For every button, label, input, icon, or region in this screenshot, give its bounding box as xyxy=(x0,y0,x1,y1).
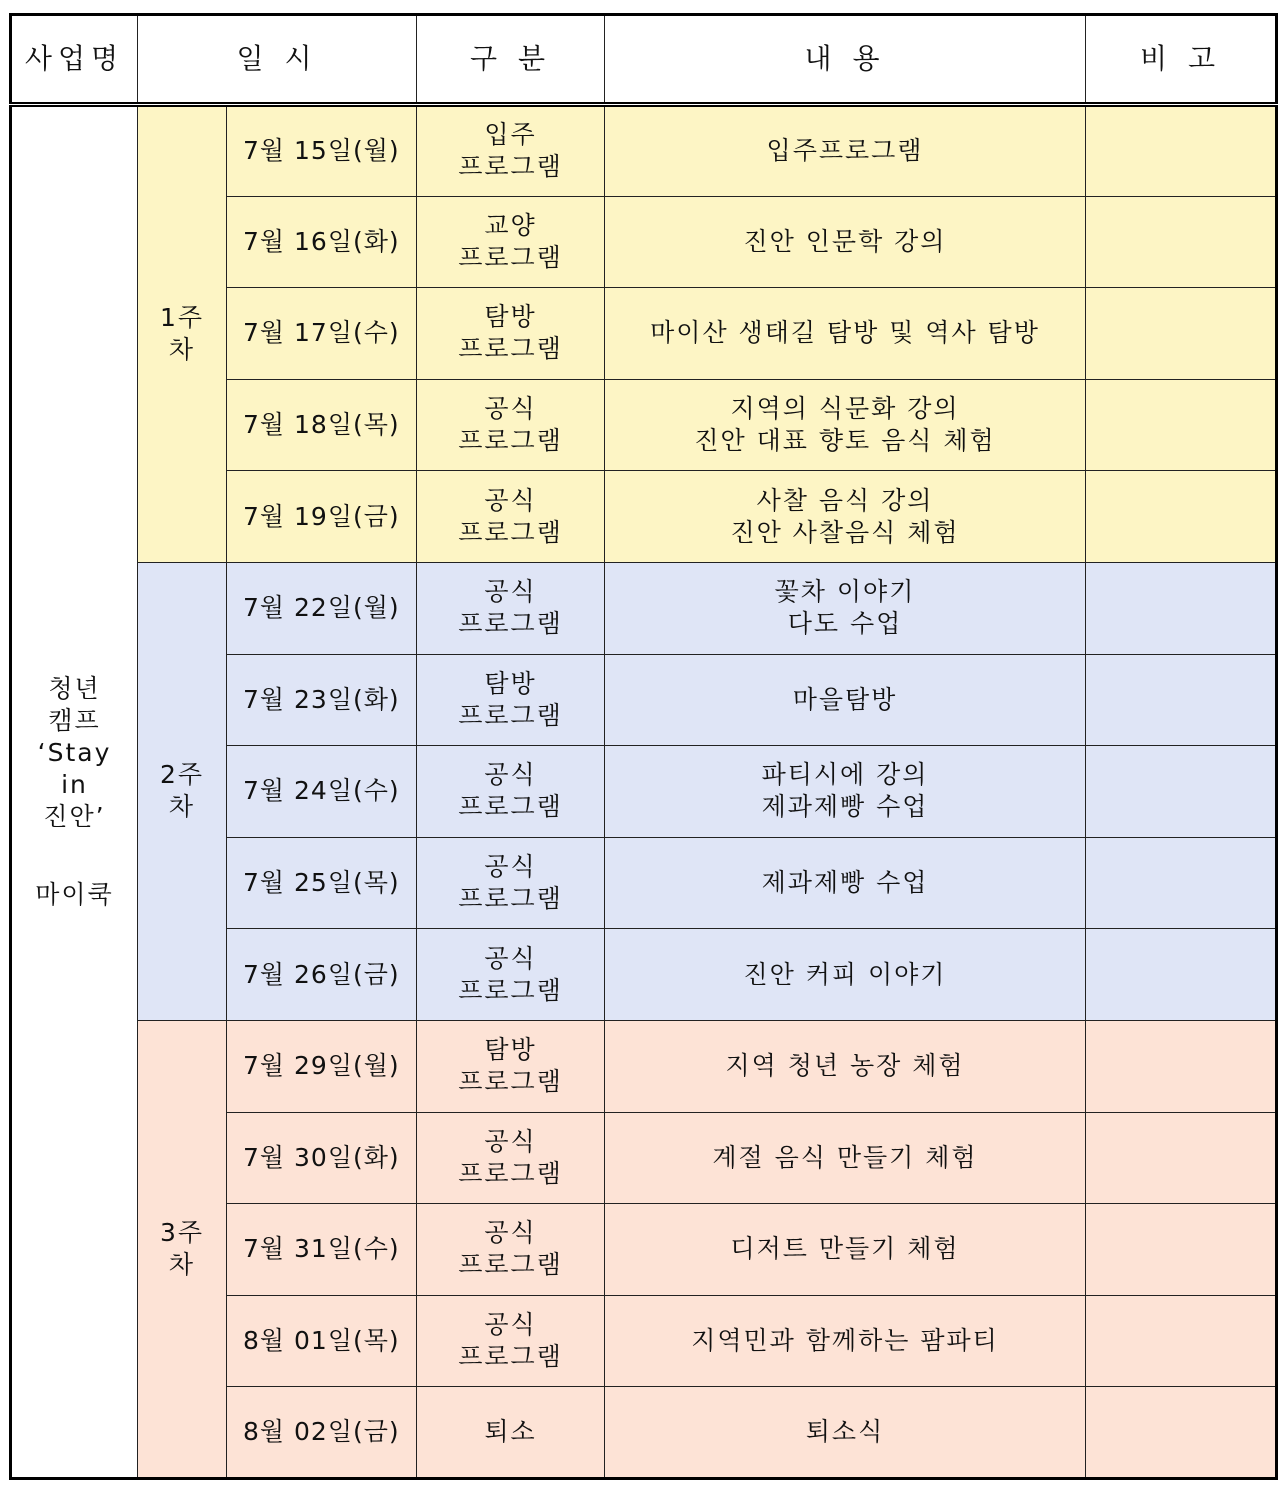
category-line: 공식 xyxy=(484,760,537,790)
content-cell xyxy=(605,562,1086,654)
content-line: 지역의 식문화 강의 xyxy=(730,394,960,424)
category-line: 공식 xyxy=(484,394,537,424)
remarks-cell xyxy=(1086,746,1277,838)
week-label-cell xyxy=(138,562,227,1020)
date-cell: 7월 26일(금) xyxy=(227,929,417,1021)
category-cell xyxy=(417,471,605,563)
project-name-line: ‘Stay xyxy=(37,737,112,767)
week-label-line: 차 xyxy=(168,792,196,822)
content-line: 퇴소식 xyxy=(805,1417,885,1447)
content-cell xyxy=(605,1112,1086,1204)
content-cell xyxy=(605,105,1086,197)
content-cell xyxy=(605,654,1086,746)
content-line: 계절 음식 만들기 체험 xyxy=(712,1142,978,1172)
category-cell xyxy=(417,196,605,288)
date-cell: 7월 15일(월) xyxy=(227,105,417,197)
category-cell xyxy=(417,654,605,746)
week-label-line: 1주 xyxy=(159,303,205,333)
content-cell xyxy=(605,196,1086,288)
category-cell xyxy=(417,746,605,838)
remarks-cell xyxy=(1086,105,1277,197)
content-line: 입주프로그램 xyxy=(766,136,924,166)
content-line: 진안 사찰음식 체험 xyxy=(730,517,960,547)
header-content: 내 용 xyxy=(605,15,1086,105)
date-cell: 7월 25일(목) xyxy=(227,837,417,929)
content-line: 마을탐방 xyxy=(792,684,898,714)
project-name-line: 마이쿡 xyxy=(35,879,114,909)
schedule-body xyxy=(11,105,1277,1479)
category-line: 프로그램 xyxy=(458,242,563,272)
category-line: 탐방 xyxy=(484,1035,537,1065)
category-cell xyxy=(417,1295,605,1387)
remarks-cell xyxy=(1086,1020,1277,1112)
project-name-line: 진안’ xyxy=(43,801,106,831)
category-line: 탐방 xyxy=(484,668,537,698)
category-cell xyxy=(417,379,605,471)
category-line: 프로그램 xyxy=(458,884,563,914)
content-line: 디저트 만들기 체험 xyxy=(730,1234,960,1264)
remarks-cell xyxy=(1086,379,1277,471)
remarks-cell xyxy=(1086,196,1277,288)
remarks-cell xyxy=(1086,1295,1277,1387)
category-line: 프로그램 xyxy=(458,426,563,456)
category-cell xyxy=(417,105,605,197)
content-cell xyxy=(605,1204,1086,1296)
content-line: 지역 청년 농장 체험 xyxy=(725,1051,965,1081)
category-line: 탐방 xyxy=(484,302,537,332)
remarks-cell xyxy=(1086,837,1277,929)
project-name-cell xyxy=(11,105,138,1479)
content-cell xyxy=(605,746,1086,838)
category-line: 공식 xyxy=(484,943,537,973)
remarks-cell xyxy=(1086,471,1277,563)
category-cell xyxy=(417,929,605,1021)
category-cell xyxy=(417,288,605,380)
category-line: 프로그램 xyxy=(458,517,563,547)
date-cell: 7월 18일(목) xyxy=(227,379,417,471)
category-line: 공식 xyxy=(484,1310,537,1340)
category-line: 프로그램 xyxy=(458,792,563,822)
content-line: 사찰 음식 강의 xyxy=(756,485,934,515)
content-cell xyxy=(605,1020,1086,1112)
category-line: 공식 xyxy=(484,852,537,882)
category-line: 입주 xyxy=(484,120,537,150)
date-cell: 8월 01일(목) xyxy=(227,1295,417,1387)
content-line: 제과제빵 수업 xyxy=(761,868,929,898)
content-cell xyxy=(605,288,1086,380)
project-name-gap xyxy=(12,833,137,879)
week-label-line: 2주 xyxy=(159,760,205,790)
remarks-cell xyxy=(1086,1112,1277,1204)
category-line: 프로그램 xyxy=(458,609,563,639)
category-line: 퇴소 xyxy=(484,1417,537,1447)
category-cell xyxy=(417,1112,605,1204)
date-cell: 7월 23일(화) xyxy=(227,654,417,746)
date-cell: 7월 30일(화) xyxy=(227,1112,417,1204)
content-line: 다도 수업 xyxy=(787,609,903,639)
week-label-line: 차 xyxy=(168,1249,196,1279)
category-cell xyxy=(417,1020,605,1112)
project-name-line: 청년 xyxy=(48,673,101,703)
date-cell: 7월 16일(화) xyxy=(227,196,417,288)
content-line: 지역민과 함께하는 팜파티 xyxy=(691,1326,999,1356)
week-label-cell xyxy=(138,1020,227,1478)
header-category: 구 분 xyxy=(417,15,605,105)
category-cell xyxy=(417,1387,605,1479)
date-cell: 7월 31일(수) xyxy=(227,1204,417,1296)
category-line: 프로그램 xyxy=(458,334,563,364)
content-cell xyxy=(605,1295,1086,1387)
schedule-table xyxy=(9,13,1278,1480)
category-cell xyxy=(417,1204,605,1296)
category-cell xyxy=(417,837,605,929)
week-label-cell xyxy=(138,105,227,563)
content-line: 진안 커피 이야기 xyxy=(743,959,947,989)
date-cell: 7월 29일(월) xyxy=(227,1020,417,1112)
date-cell: 7월 22일(월) xyxy=(227,562,417,654)
header-project: 사업명 xyxy=(11,15,138,105)
category-line: 공식 xyxy=(484,1218,537,1248)
table-row xyxy=(11,105,1277,197)
week-label-line: 3주 xyxy=(159,1217,205,1247)
category-line: 프로그램 xyxy=(458,1342,563,1372)
content-cell xyxy=(605,1387,1086,1479)
header-remarks: 비 고 xyxy=(1086,15,1277,105)
category-cell xyxy=(417,562,605,654)
date-cell: 8월 02일(금) xyxy=(227,1387,417,1479)
remarks-cell xyxy=(1086,1387,1277,1479)
category-line: 공식 xyxy=(484,485,537,515)
category-line: 프로그램 xyxy=(458,975,563,1005)
category-line: 프로그램 xyxy=(458,1067,563,1097)
content-cell xyxy=(605,929,1086,1021)
remarks-cell xyxy=(1086,562,1277,654)
content-line: 진안 인문학 강의 xyxy=(743,226,947,256)
project-name-line: 캠프 xyxy=(48,705,101,735)
content-line: 마이산 생태길 탐방 및 역사 탐방 xyxy=(650,318,1040,348)
category-line: 프로그램 xyxy=(458,1250,563,1280)
date-cell: 7월 17일(수) xyxy=(227,288,417,380)
date-cell: 7월 24일(수) xyxy=(227,746,417,838)
header-row xyxy=(11,15,1277,105)
content-line: 제과제빵 수업 xyxy=(761,792,929,822)
category-line: 교양 xyxy=(484,210,537,240)
category-line: 공식 xyxy=(484,577,537,607)
table-row xyxy=(11,562,1277,654)
remarks-cell xyxy=(1086,654,1277,746)
week-label-line: 차 xyxy=(168,335,196,365)
category-line: 프로그램 xyxy=(458,1158,563,1188)
content-line: 꽃차 이야기 xyxy=(774,577,916,607)
content-cell xyxy=(605,379,1086,471)
date-cell: 7월 19일(금) xyxy=(227,471,417,563)
project-name-line: in xyxy=(61,769,88,799)
category-line: 공식 xyxy=(484,1126,537,1156)
category-line: 프로그램 xyxy=(458,700,563,730)
table-row xyxy=(11,1020,1277,1112)
content-line: 진안 대표 향토 음식 체험 xyxy=(694,426,996,456)
remarks-cell xyxy=(1086,1204,1277,1296)
content-cell xyxy=(605,471,1086,563)
content-line: 파티시에 강의 xyxy=(761,760,929,790)
category-line: 프로그램 xyxy=(458,152,563,182)
remarks-cell xyxy=(1086,929,1277,1021)
remarks-cell xyxy=(1086,288,1277,380)
content-cell xyxy=(605,837,1086,929)
header-datetime: 일 시 xyxy=(138,15,417,105)
